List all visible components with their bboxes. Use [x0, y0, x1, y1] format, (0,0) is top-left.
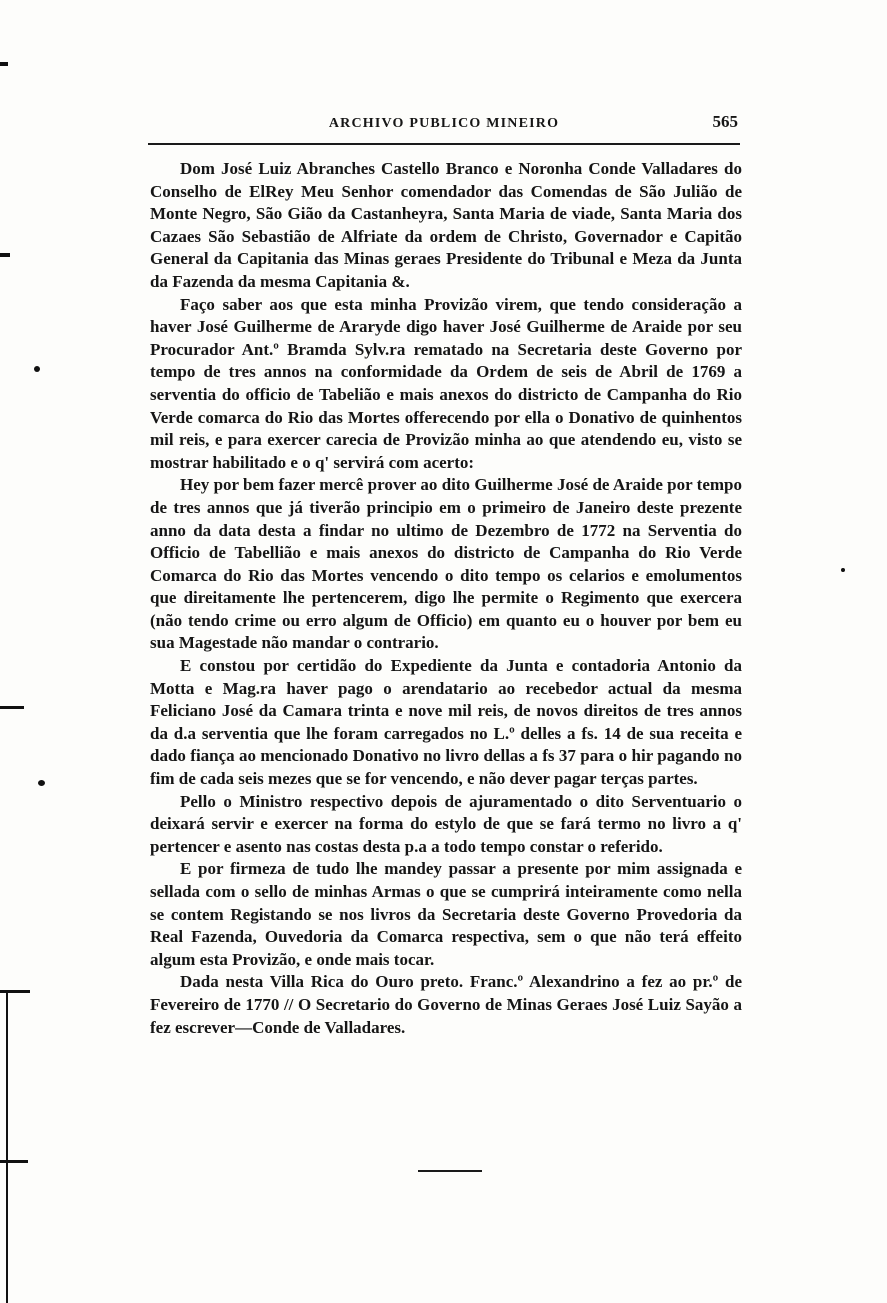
page-number: 565	[712, 112, 738, 131]
margin-mark	[0, 990, 30, 993]
paragraph-salutation: Dom José Luiz Abranches Castello Branco e Noronha Conde Valladares do Conselho de ElRey Meu Senhor comendador das Comendas de São Julião de Monte Negro, São Gião da Castanheyra, Santa Maria de viade, Santa Maria dos Cazaes São Sebastião de Alfriate da ordem de Christo, Governador e Capitão General da Capitania das Minas geraes Presidente do Tribunal e Meza da Junta da Fazenda da mesma Capitania &.	[150, 159, 742, 291]
end-rule	[418, 1170, 482, 1172]
paragraph-date: Dada nesta Villa Rica do Ouro preto. Franc.º Alexandrino a fez ao pr.º de Fevereiro de 1770 // O Secretario do Governo de Minas Geraes José Luiz Sayão a fez escrever—Conde de Valladares.	[150, 972, 742, 1037]
paragraph-minister: Pello o Ministro respectivo depois de ajuramentado o dito Serventuario o deixará servir e exercer na forma do estylo de que se fará termo no livro a q' pertencer e asento nas costas desta p.a a todo tempo constar o referido.	[150, 791, 742, 856]
margin-mark	[0, 706, 24, 709]
running-head: ARCHIVO PUBLICO MINEIRO	[328, 116, 560, 131]
paragraph-considerations: Faço saber aos que esta minha Provizão virem, que tendo consideração a haver José Guilherme de Araryde digo haver José Guilherme de Araide por seu Procurador Ant.º Bramda Sylv.ra rematado na Secretaria deste Governo por tempo de tres annos na conformidade da Ordem de seis de Abril de 1769 a serventia do officio de Tabelião e mais anexos do districto de Campanha do Rio Verde comarca do Rio das Mortes offerecendo por ella o Donativo de quinhentos mil reis, e para exercer carecia de Provizão minha ao que atendendo eu, visto se mostrar habilitado e o q' servirá com acerto:	[150, 294, 742, 472]
document-body	[150, 158, 742, 1039]
margin-mark	[0, 1160, 28, 1163]
paragraph-signature: E por firmeza de tudo lhe mandey passar a presente por mim assignada e sellada com o sello de minhas Armas o que se cumprirá inteiramente como nella se contem Registando se nos livros da Secretaria deste Governo Provedoria da Real Fazenda, Ouvedoria da Comarca respectiva, sem o que não terá effeito algum esta Provizão, e onde mais tocar.	[150, 859, 742, 969]
margin-mark	[38, 780, 45, 786]
paragraph-appointment: Hey por bem fazer mercê prover ao dito Guilherme José de Araide por tempo de tres annos que já tiverão principio em o primeiro de Janeiro deste prezente anno da data desta a findar no ultimo de Dezembro de 1772 na Serventia do Officio de Tabellião e mais anexos do districto de Campanha do Rio Verde Comarca do Rio das Mortes vencendo o dito tempo os celarios e emolumentos que direitamente lhe pertencerem, digo lhe permite o Regimento que exercera (não tendo crime ou erro algum de Officio) em quanto eu o houver por bem eu sua Magestade não mandar o contrario.	[150, 475, 742, 653]
margin-mark	[34, 366, 40, 372]
page-header	[148, 112, 740, 140]
margin-mark	[841, 568, 845, 572]
header-rule	[148, 143, 740, 145]
paragraph-certification: E constou por certidão do Expediente da Junta e contadoria Antonio da Motta e Mag.ra haver pago o arendatario ao recebedor actual da mesma Feliciano José da Camara trinta e nove mil reis, de novos direitos de tres annos da d.a serventia que lhe foram carregados no L.º delles a fs. 14 de sua receita e dado fiança ao mencionado Donativo no livro dellas a fs 37 para o hir pagando no fim de cada seis mezes que se for vencendo, e não dever pagar terças partes.	[150, 656, 742, 789]
margin-mark	[0, 62, 8, 66]
margin-mark	[6, 990, 8, 1303]
margin-mark	[0, 253, 10, 257]
